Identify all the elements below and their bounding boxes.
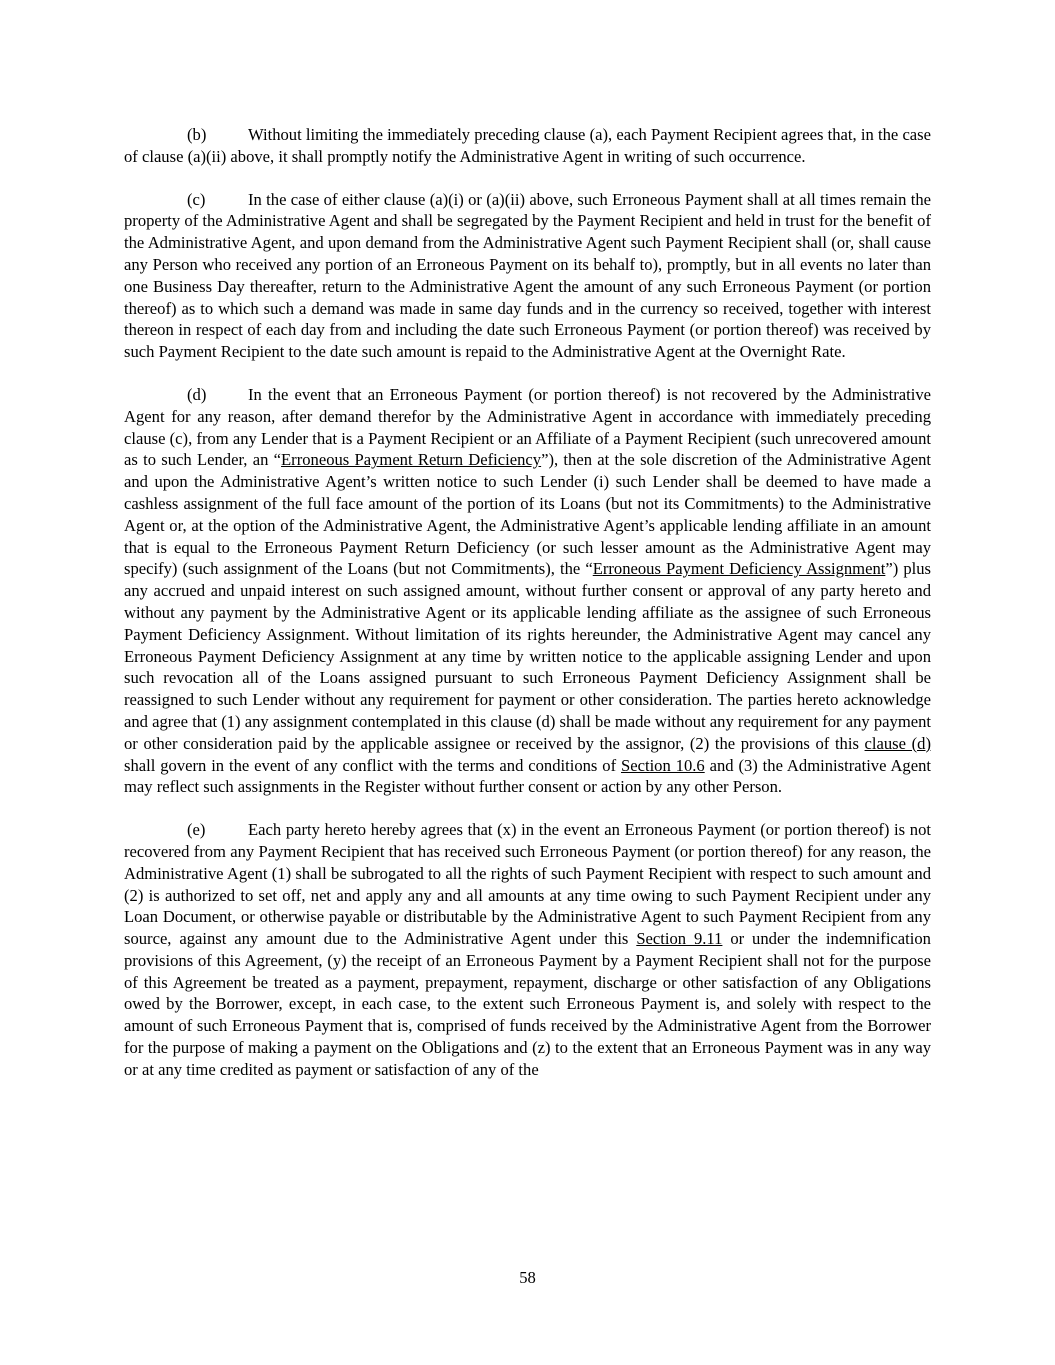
paragraph-d-text-5: and (3) the Administrative Agent may reflect such assignments in the Register without further consent or action by any other Person. [124,755,931,797]
reference-section-9-11: Section 9.11 [636,929,723,949]
paragraph-c-label: (c) [187,189,206,209]
paragraph-b-text: Without limiting the immediately preceding clause (a), each Payment Recipient agrees that, in the case of clause (a)(ii) above, it shall promptly notify the Administrative Agent in writing of such occurrence. [124,125,931,166]
reference-section-10-6: Section 10.6 [621,755,705,775]
paragraph-d-label: (d) [187,384,207,404]
reference-clause-d: clause (d) [864,733,931,753]
paragraph-d-text-4: shall govern in the event of any conflict with the terms and conditions of [124,755,621,775]
paragraph-e [124,819,931,1081]
page-number: 58 [519,1268,536,1287]
paragraph-d [124,384,931,798]
paragraph-e-label: (e) [187,820,206,840]
defined-term-erroneous-payment-return-deficiency: Erroneous Payment Return Deficiency [281,450,542,470]
paragraph-e-text-1: Each party hereto hereby agrees that (x) in the event an Erroneous Payment (or portion thereof) is not recovered from any Payment Recipient that has received such Erroneous Payment (or portion thereof) for any reason, the Administrative Agent (1) shall be subrogated to all the rights of such Payment Recipient with respect to such amount and (2) is authorized to set off, net and apply any and all amounts at any time owing to such Payment Recipient under any Loan Document, or otherwise payable or distributable by the Administrative Agent to such Payment Recipient from any source, against any amount due to the Administrative Agent under this [124,820,931,949]
paragraph-b [124,124,931,168]
paragraph-b-label: (b) [187,125,207,144]
paragraph-c [124,189,931,363]
paragraph-d-text-1: In the event that an Erroneous Payment (or portion thereof) is not recovered by the Administrative Agent for any reason, after demand therefor by the Administrative Agent in accordance with immediately preceding clause (c), from any Lender that is a Payment Recipient or an Affiliate of a Payment Recipient (such unrecovered amount as to such Lender, an “ [124,384,931,470]
defined-term-erroneous-payment-deficiency-assignment: Erroneous Payment Deficiency Assignment [592,559,886,579]
document-page [124,124,931,1102]
paragraph-e-text-2: or under the indemnification provisions of this Agreement, (y) the receipt of an Erroneous Payment by a Payment Recipient shall not for the purpose of this Agreement be treated as a payment, prepayment, repayment, discharge or other satisfaction of any Obligations owed by the Borrower, except, in each case, to the extent such Erroneous Payment is, and solely with respect to the amount of such Erroneous Payment that is, comprised of funds received by the Administrative Agent from the Borrower for the purpose of making a payment on the Obligations and (z) to the extent that an Erroneous Payment was in any way or at any time credited as payment or satisfaction of any of the [124,929,931,1079]
paragraph-d-text-2: ”), then at the sole discretion of the Administrative Agent and upon the Administrative Agent’s written notice to such Lender (i) such Lender shall be deemed to have made a cashless assignment of the full face amount of the portion of its Loans (but not its Commitments) to the Administrative Agent or, at the option of the Administrative Agent, the Administrative Agent’s applicable lending affiliate in an amount that is equal to the Erroneous Payment Return Deficiency (or such lesser amount as the Administrative Agent may specify) (such assignment of the Loans (but not Commitments), the “ [124,450,931,579]
paragraph-c-text: In the case of either clause (a)(i) or (a)(ii) above, such Erroneous Payment shall at all times remain the property of the Administrative Agent and shall be segregated by the Payment Recipient and held in trust for the benefit of the Administrative Agent, and upon demand from the Administrative Agent such Payment Recipient shall (or, shall cause any Person who received any portion of an Erroneous Payment on its behalf to), promptly, but in all events no later than one Business Day thereafter, return to the Administrative Agent the amount of any such Erroneous Payment (or portion thereof) as to which such a demand was made in same day funds and in the currency so received, together with interest thereon in respect of each day from and including the date such Erroneous Payment (or portion thereof) was received by such Payment Recipient to the date such amount is repaid to the Administrative Agent at the Overnight Rate. [124,189,931,362]
paragraph-d-text-3: ”) plus any accrued and unpaid interest on such assigned amount, without further consent or approval of any party hereto and without any payment by the Administrative Agent or its applicable lending affiliate as the assignee of such Erroneous Payment Deficiency Assignment. Without limitation of its rights hereunder, the Administrative Agent may cancel any Erroneous Payment Deficiency Assignment at any time by written notice to the applicable assigning Lender and upon such revocation all of the Loans assigned pursuant to such Erroneous Payment Deficiency Assignment shall be reassigned to such Lender without any requirement for payment or other consideration. The parties hereto acknowledge and agree that (1) any assignment contemplated in this clause (d) shall be made without any requirement for any payment or other consideration paid by the applicable assignee or received by the assignor, (2) the provisions of this [124,559,931,753]
